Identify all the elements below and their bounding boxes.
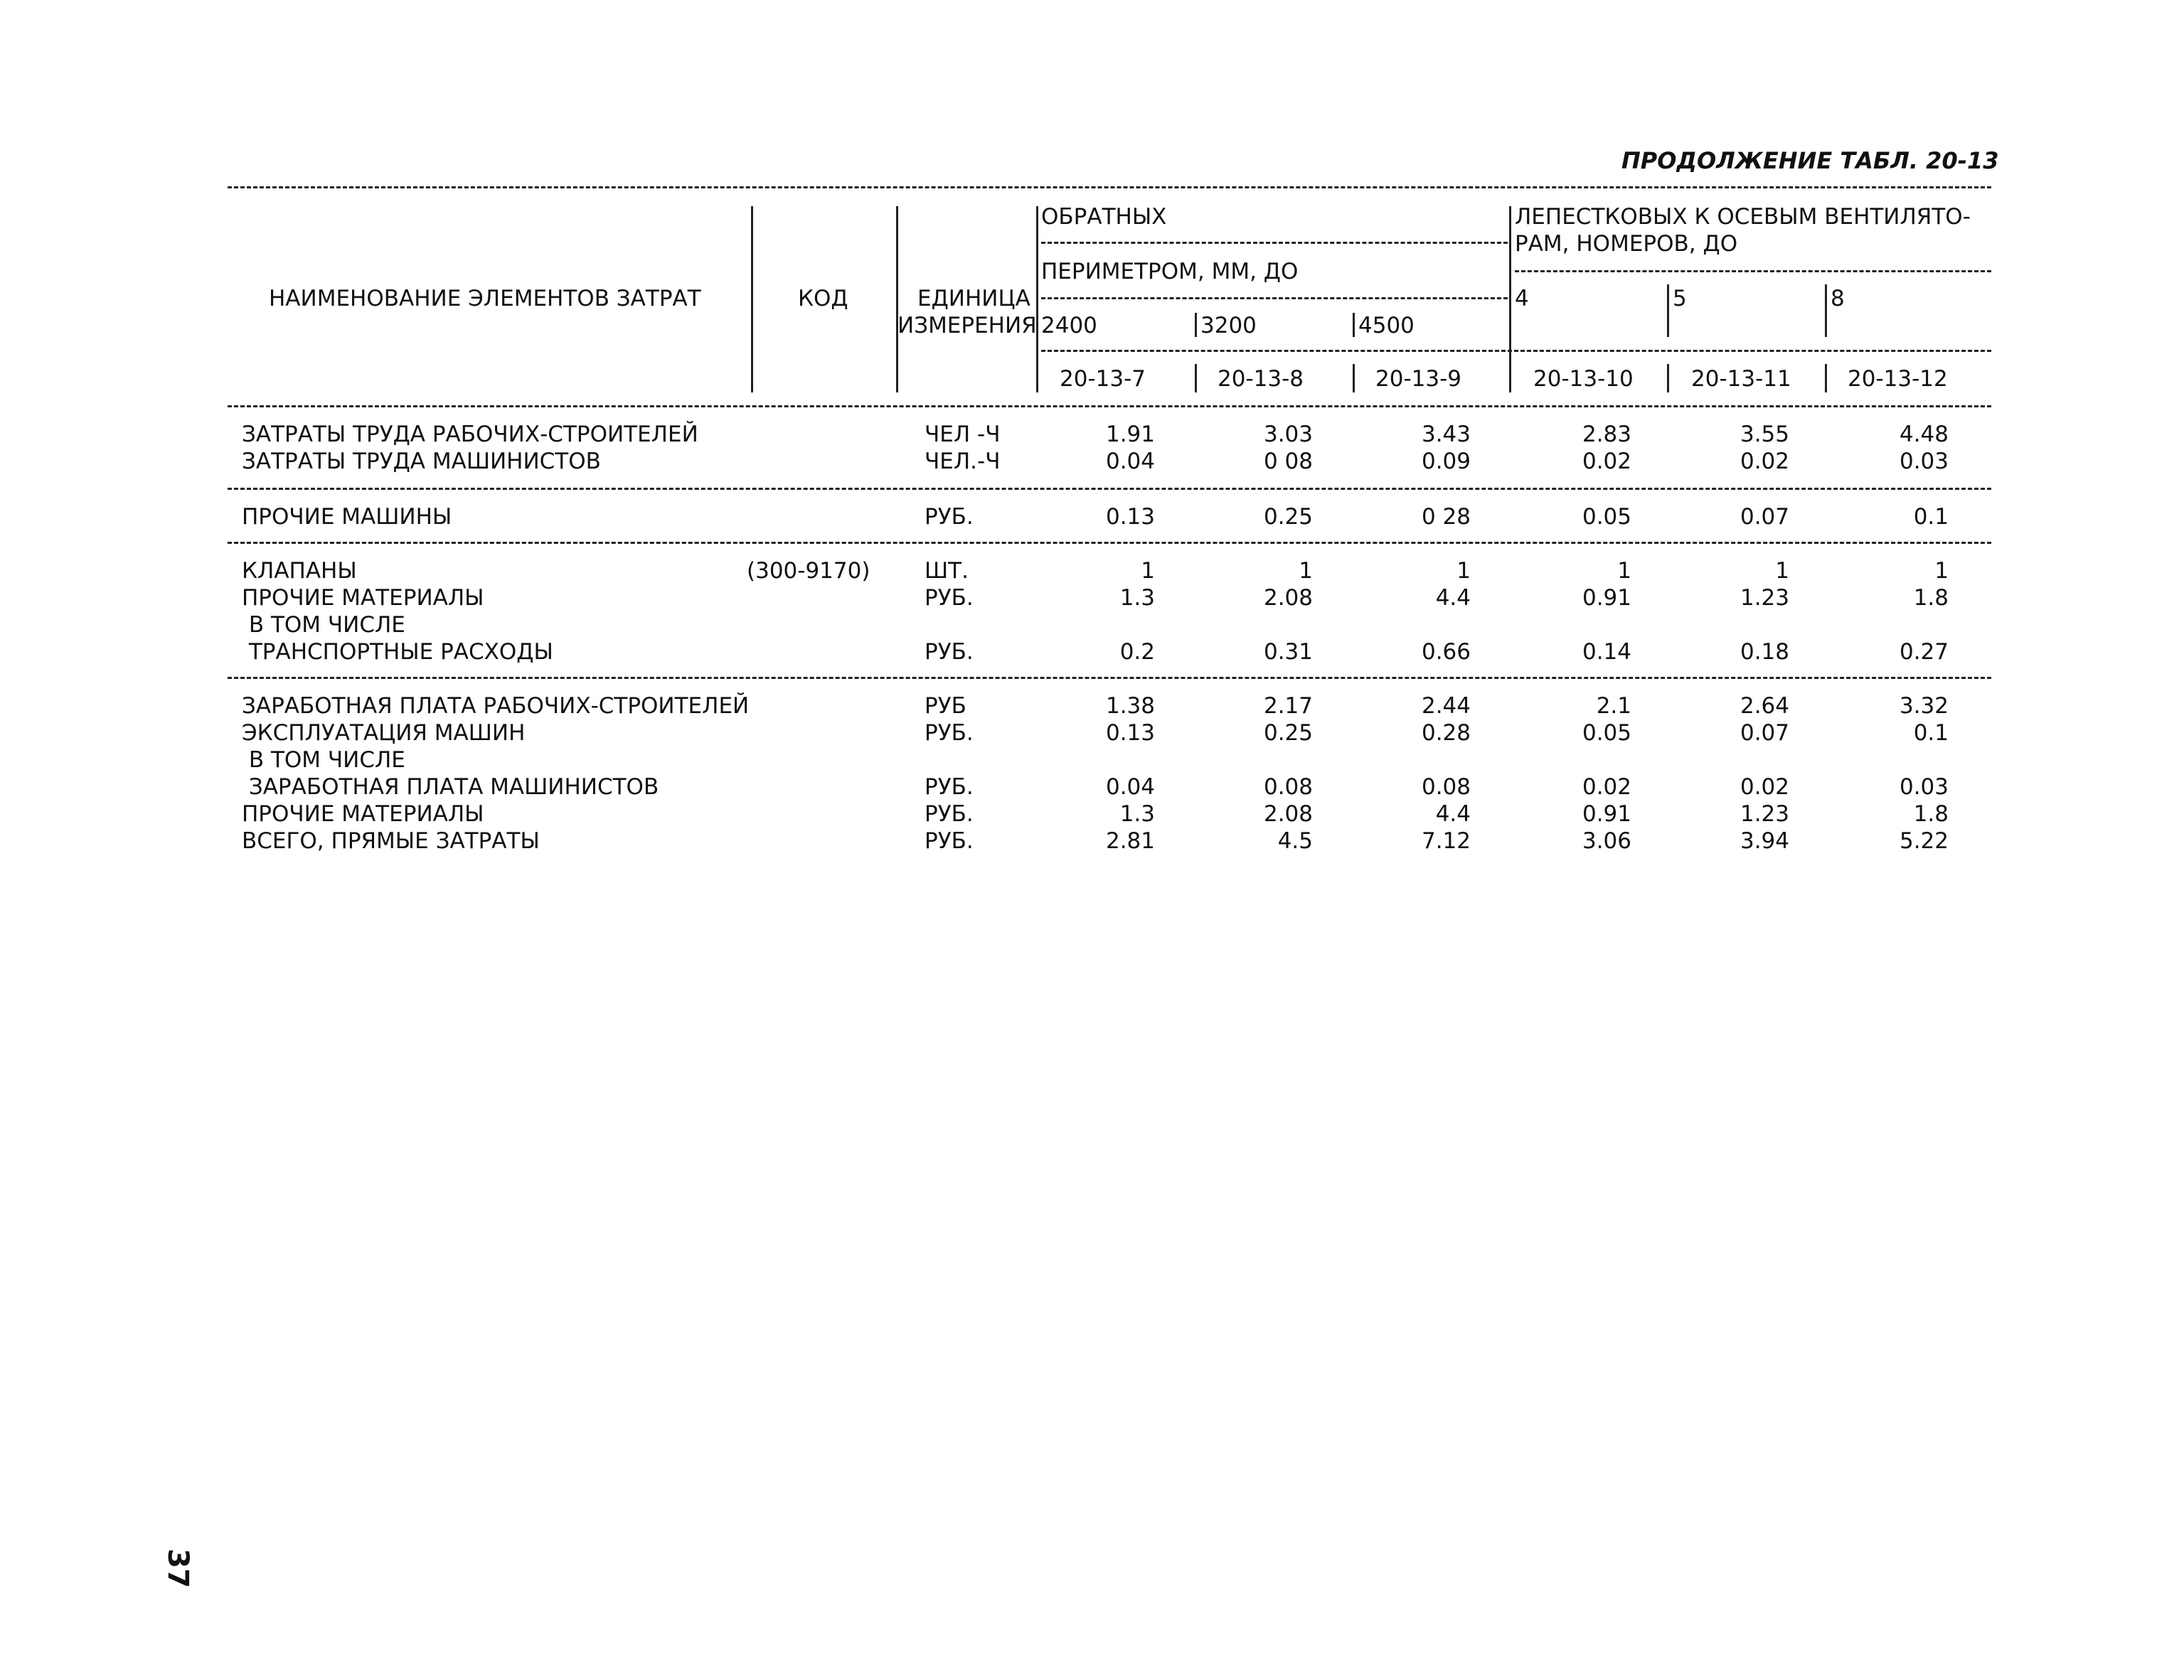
header-group2-rule (1515, 270, 1991, 272)
param-4500: 4500 (1358, 313, 1415, 338)
row-value: 0.04 (1105, 774, 1155, 800)
row-value: 0 08 (1263, 449, 1313, 474)
row-name: ЗАТРАТЫ ТРУДА РАБОЧИХ-СТРОИТЕЛЕЙ (242, 422, 698, 447)
page-number: 37 (161, 1548, 194, 1588)
code-divider (1353, 364, 1355, 392)
row-value: 3.32 (1899, 693, 1949, 719)
code-divider (1195, 364, 1197, 392)
row-value: 0.25 (1263, 504, 1313, 530)
row-value: 0.14 (1582, 639, 1631, 665)
header-params-rule (1041, 350, 1991, 352)
row-name: ТРАНСПОРТНЫЕ РАСХОДЫ (242, 639, 553, 665)
row-value: 0.05 (1582, 720, 1631, 746)
row-value: 1 (1934, 558, 1949, 584)
row-value: 0.08 (1421, 774, 1471, 800)
row-unit: РУБ. (925, 504, 974, 530)
row-value: 2.1 (1596, 693, 1631, 719)
row-value: 1.91 (1105, 422, 1155, 447)
row-value: 2.08 (1263, 801, 1313, 827)
row-unit: ЧЕЛ.-Ч (925, 449, 1001, 474)
row-value: 0.2 (1119, 639, 1155, 665)
row-unit: РУБ (925, 693, 966, 719)
row-value: 2.17 (1263, 693, 1313, 719)
header-group-obratnyh: ОБРАТНЫХ (1041, 204, 1167, 230)
row-unit: РУБ. (925, 720, 974, 746)
code-divider (1667, 364, 1669, 392)
row-value: 0.03 (1899, 449, 1949, 474)
row-value: 0.91 (1582, 585, 1631, 611)
row-value: 2.64 (1740, 693, 1789, 719)
row-value: 3.03 (1263, 422, 1313, 447)
param-5: 5 (1673, 286, 1687, 311)
header-code-column: КОД (798, 286, 848, 311)
row-name: ЭКСПЛУАТАЦИЯ МАШИН (242, 720, 526, 746)
table-code-4: 20-13-10 (1533, 366, 1634, 392)
row-value: 0.02 (1582, 774, 1631, 800)
table-code-5: 20-13-11 (1691, 366, 1791, 392)
row-value: 0.04 (1105, 449, 1155, 474)
row-value: 1 (1141, 558, 1155, 584)
row-value: 1.23 (1740, 801, 1789, 827)
header-divider-2 (896, 206, 898, 392)
row-value: 0 28 (1421, 504, 1471, 530)
row-value: 2.08 (1263, 585, 1313, 611)
table-code-3: 20-13-9 (1375, 366, 1461, 392)
param-4: 4 (1515, 286, 1529, 311)
header-divider-1 (751, 206, 753, 392)
row-name: ВСЕГО, ПРЯМЫЕ ЗАТРАТЫ (242, 828, 540, 854)
param-divider (1353, 313, 1355, 337)
row-unit: РУБ. (925, 828, 974, 854)
row-value: 0.07 (1740, 720, 1789, 746)
row-unit: ЧЕЛ -Ч (925, 422, 1001, 447)
header-unit-column-line2: ИЗМЕРЕНИЯ (897, 313, 1037, 338)
row-value: 2.81 (1105, 828, 1155, 854)
param-3200: 3200 (1200, 313, 1257, 338)
row-value: 1.3 (1119, 801, 1155, 827)
param-2400: 2400 (1041, 313, 1097, 338)
code-divider (1825, 364, 1827, 392)
row-value: 4.5 (1277, 828, 1313, 854)
header-bottom-rule (228, 405, 1991, 407)
table-code-6: 20-13-12 (1848, 366, 1948, 392)
section-rule (228, 542, 1991, 544)
row-value: 4.48 (1899, 422, 1949, 447)
param-divider (1825, 284, 1827, 337)
row-name: ЗАРАБОТНАЯ ПЛАТА РАБОЧИХ-СТРОИТЕЛЕЙ (242, 693, 750, 719)
row-value: 1.8 (1913, 585, 1949, 611)
row-value: 4.4 (1435, 801, 1471, 827)
param-8: 8 (1831, 286, 1845, 311)
row-unit: РУБ. (925, 774, 974, 800)
row-name: В ТОМ ЧИСЛЕ (242, 612, 405, 638)
header-group1-subtitle: ПЕРИМЕТРОМ, ММ, ДО (1041, 259, 1299, 284)
row-value: 0.1 (1913, 720, 1949, 746)
table-continuation-title: ПРОДОЛЖЕНИЕ ТАБЛ. 20-13 (1621, 147, 1999, 174)
row-value: 0.03 (1899, 774, 1949, 800)
row-value: 2.83 (1582, 422, 1631, 447)
header-group1-rule (1041, 242, 1508, 244)
header-unit-column-line1: ЕДИНИЦА (917, 286, 1030, 311)
row-value: 1 (1299, 558, 1313, 584)
row-value: 1.23 (1740, 585, 1789, 611)
row-value: 1 (1456, 558, 1471, 584)
row-name: ЗАРАБОТНАЯ ПЛАТА МАШИНИСТОВ (242, 774, 659, 800)
row-value: 0.66 (1421, 639, 1471, 665)
section-rule (228, 488, 1991, 490)
row-value: 2.44 (1421, 693, 1471, 719)
row-value: 3.06 (1582, 828, 1631, 854)
row-name: ЗАТРАТЫ ТРУДА МАШИНИСТОВ (242, 449, 601, 474)
row-value: 1 (1775, 558, 1789, 584)
row-name: В ТОМ ЧИСЛЕ (242, 747, 405, 773)
table-code-2: 20-13-8 (1218, 366, 1304, 392)
row-value: 1.3 (1119, 585, 1155, 611)
header-name-column: НАИМЕНОВАНИЕ ЭЛЕМЕНТОВ ЗАТРАТ (269, 286, 701, 311)
code-divider (1036, 364, 1038, 392)
row-value: 1.38 (1105, 693, 1155, 719)
row-name: ПРОЧИЕ МАШИНЫ (242, 504, 452, 530)
row-name: КЛАПАНЫ (242, 558, 357, 584)
row-value: 0.27 (1899, 639, 1949, 665)
row-value: 3.43 (1421, 422, 1471, 447)
table-code-1: 20-13-7 (1060, 366, 1146, 392)
row-value: 0.07 (1740, 504, 1789, 530)
row-value: 0.05 (1582, 504, 1631, 530)
row-value: 3.94 (1740, 828, 1789, 854)
row-value: 0.25 (1263, 720, 1313, 746)
row-code: (300-9170) (747, 558, 870, 584)
row-value: 1.8 (1913, 801, 1949, 827)
row-unit: ШТ. (925, 558, 969, 584)
row-value: 5.22 (1899, 828, 1949, 854)
row-name: ПРОЧИЕ МАТЕРИАЛЫ (242, 585, 484, 611)
row-value: 0.13 (1105, 504, 1155, 530)
row-value: 0.91 (1582, 801, 1631, 827)
header-group1-subrule (1041, 297, 1508, 299)
param-divider (1667, 284, 1669, 337)
row-value: 1 (1617, 558, 1631, 584)
row-unit: РУБ. (925, 639, 974, 665)
row-name: ПРОЧИЕ МАТЕРИАЛЫ (242, 801, 484, 827)
param-divider (1195, 313, 1197, 337)
row-value: 7.12 (1421, 828, 1471, 854)
row-unit: РУБ. (925, 585, 974, 611)
row-value: 3.55 (1740, 422, 1789, 447)
header-group-lepestkovyh-line1: ЛЕПЕСТКОВЫХ К ОСЕВЫМ ВЕНТИЛЯТО- (1515, 204, 1971, 230)
row-value: 0.02 (1740, 449, 1789, 474)
code-divider (1509, 364, 1511, 392)
row-value: 0.08 (1263, 774, 1313, 800)
section-rule (228, 677, 1991, 679)
row-value: 0.18 (1740, 639, 1789, 665)
row-value: 0.28 (1421, 720, 1471, 746)
row-unit: РУБ. (925, 801, 974, 827)
row-value: 0.02 (1740, 774, 1789, 800)
row-value: 0.09 (1421, 449, 1471, 474)
row-value: 4.4 (1435, 585, 1471, 611)
row-value: 0.31 (1263, 639, 1313, 665)
row-value: 0.13 (1105, 720, 1155, 746)
row-value: 0.02 (1582, 449, 1631, 474)
header-group-lepestkovyh-line2: РАМ, НОМЕРОВ, ДО (1515, 231, 1738, 257)
row-value: 0.1 (1913, 504, 1949, 530)
table-top-rule (228, 186, 1991, 188)
